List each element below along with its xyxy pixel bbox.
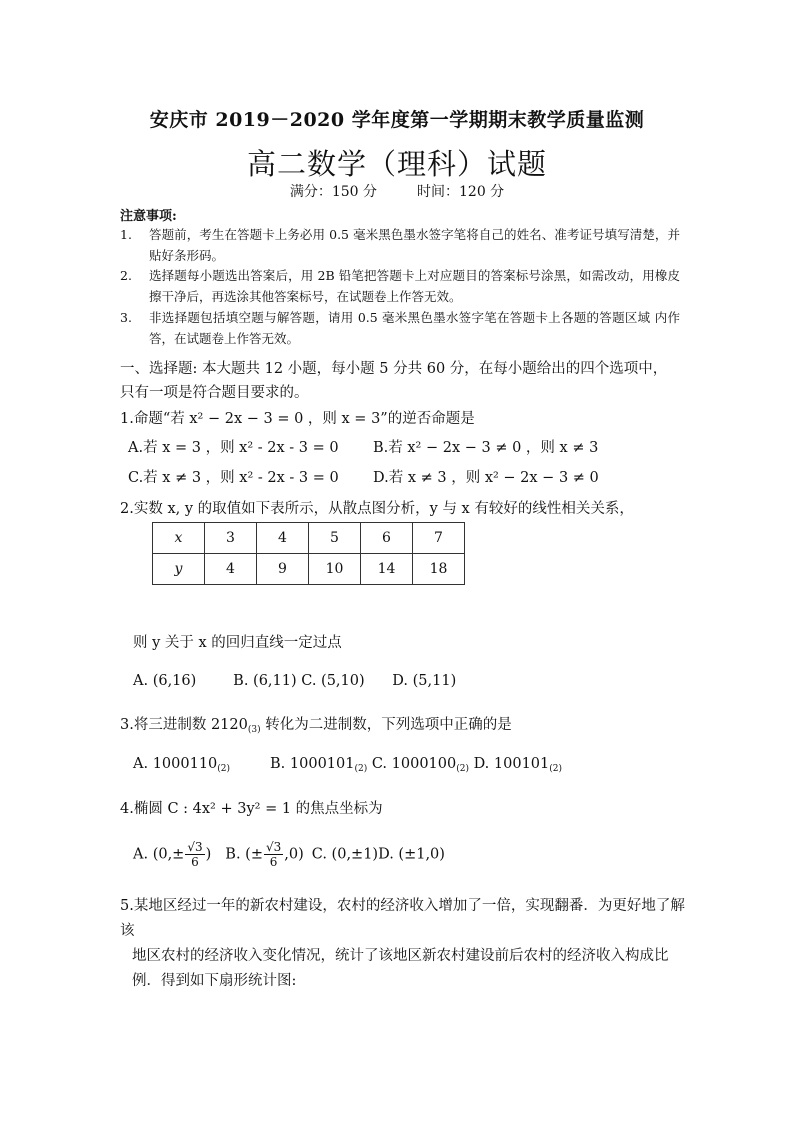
question-2-follow: 则 y 关于 x 的回归直线一定过点 (133, 635, 342, 651)
table-cell: 14 (361, 554, 413, 585)
question-5-stem (120, 894, 685, 994)
table-cell: 3 (205, 523, 257, 554)
base-subscript: (2) (354, 764, 368, 774)
question-1-stem: 1.命题“若 x² − 2x − 3 = 0 ，则 x = 3”的逆否命题是 (120, 411, 475, 427)
table-cell: 10 (309, 554, 361, 585)
question-4-option-b-post: ,0) (284, 846, 304, 863)
exam-subject-title: 高二数学（理科）试题 (246, 147, 547, 181)
fraction-denominator: 6 (191, 855, 199, 869)
fraction-numerator: √3 (265, 840, 282, 854)
question-4-option-a-post: ) (205, 846, 212, 863)
full-score: 满分：150 分 (289, 184, 377, 200)
table-cell: 5 (309, 523, 361, 554)
table-cell: 4 (205, 554, 257, 585)
base-subscript: (3) (247, 725, 261, 735)
question-4-option-c: C. (0,±1) (311, 846, 379, 863)
base-subscript: (2) (217, 764, 231, 774)
question-2-stem: 2.实数 x, y 的取值如下表所示，从散点图分析，y 与 x 有较好的线性相关关系， (120, 501, 634, 517)
table-cell: x (153, 523, 205, 554)
table-cell: y (153, 554, 205, 585)
notes-title: 注意事项: (120, 209, 177, 224)
note-number: 3. (120, 310, 132, 325)
fraction-denominator: 6 (269, 855, 278, 869)
xy-value-table (152, 522, 465, 585)
sqrt3-over-6-fraction (264, 840, 283, 869)
table-cell: 6 (361, 523, 413, 554)
question-1-option-a: A.若 x = 3 ，则 x² - 2x - 3 = 0 (128, 440, 339, 456)
table-row (153, 523, 465, 554)
question-5-line-3: 例．得到如下扇形统计图: (132, 973, 297, 989)
section-heading-choice: 一、选择题: 本大题共 12 小题，每小题 5 分共 60 分，在每小题给出的四个选项中，只有一项是符合题目要求的。 (120, 361, 668, 401)
table-cell: 9 (257, 554, 309, 585)
question-4-option-d: D. (±1,0) (378, 846, 445, 863)
question-1-option-c: C.若 x ≠ 3 ，则 x² - 2x - 3 = 0 (128, 470, 339, 486)
question-4-option-b-pre: B. (± (225, 846, 263, 863)
question-5-line-2: 地区农村的经济收入变化情况，统计了该地区新农村建设前后农村的经济收入构成比 (132, 948, 669, 964)
note-item-2 (120, 265, 680, 307)
note-item-3 (120, 307, 680, 349)
note-text: 答题前，考生在答题卡上务必用 0.5 毫米黑色墨水签字笔将自己的姓名、准考证号填写清楚，并贴好条形码。 (149, 227, 680, 263)
table-cell: 7 (413, 523, 465, 554)
base-subscript: (2) (456, 764, 469, 774)
exam-time: 时间：120 分 (417, 184, 505, 200)
note-number: 2. (120, 268, 132, 283)
note-item-1 (120, 224, 680, 266)
note-number: 1. (120, 227, 132, 242)
question-5-line-1: 5.某地区经过一年的新农村建设，农村的经济收入增加了一倍，实现翻番．为更好地了解该 (120, 898, 685, 939)
score-time-line (0, 181, 794, 201)
table-cell: 18 (413, 554, 465, 585)
table-cell: 4 (257, 523, 309, 554)
question-3-option-c: C. 1000100 (367, 756, 457, 772)
question-3-options (133, 756, 562, 774)
question-3-option-b: B. 1000101 (270, 756, 355, 772)
exam-title: 安庆市 2019－2020 学年度第一学期期末教学质量监测 (149, 109, 645, 131)
question-1-option-b: B.若 x² − 2x − 3 ≠ 0 ，则 x ≠ 3 (373, 440, 599, 456)
fraction-numerator: √3 (187, 840, 203, 854)
question-3-stem-text: 3.将三进制数 2120 (120, 717, 248, 733)
base-subscript: (2) (549, 764, 563, 774)
question-3-option-a: A. 1000110 (133, 756, 218, 772)
question-4-option-a-pre: A. (0,± (133, 846, 185, 863)
table-row (153, 554, 465, 585)
question-4-options (133, 840, 445, 869)
note-text: 选择题每小题选出答案后，用 2B 铅笔把答题卡上对应题目的答案标号涂黑，如需改动，用橡皮擦干净后，再选涂其他答案标号，在试题卷上作答无效。 (149, 268, 680, 304)
question-2-options: A. (6,16) B. (6,11) C. (5,10) D. (5,11) (133, 673, 457, 689)
question-3-option-d: D. 100101 (468, 756, 550, 772)
note-text: 非选择题包括填空题与解答题，请用 0.5 毫米黑色墨水签字笔在答题卡上各题的答题区域 内作答，在试题卷上作答无效。 (149, 310, 680, 346)
question-3-stem-text: 转化为二进制数，下列选项中正确的是 (260, 717, 512, 733)
question-4-stem: 4.椭圆 C : 4x² + 3y² = 1 的焦点坐标为 (120, 801, 383, 817)
question-1-option-d: D.若 x ≠ 3 ，则 x² − 2x − 3 ≠ 0 (373, 470, 599, 486)
question-3-stem (120, 713, 512, 735)
sqrt3-over-6-fraction (185, 840, 204, 869)
